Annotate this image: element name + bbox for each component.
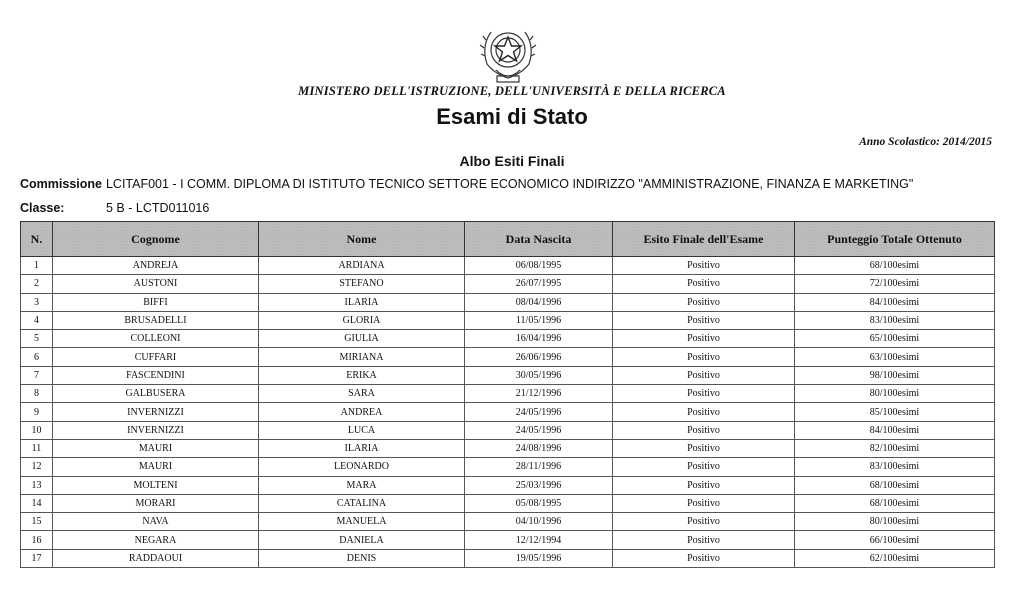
table-row [21, 421, 995, 439]
cell-nome: DANIELA [259, 531, 465, 549]
cell-cognome: NEGARA [53, 531, 259, 549]
commissione-label: Commissione [20, 177, 102, 191]
cell-data-nascita: 16/04/1996 [465, 330, 613, 348]
cell-cognome: BRUSADELLI [53, 311, 259, 329]
cell-cognome: MAURI [53, 439, 259, 457]
cell-cognome: BIFFI [53, 293, 259, 311]
classe-line [20, 201, 209, 215]
table-row [21, 293, 995, 311]
cell-punteggio: 66/100esimi [795, 531, 995, 549]
cell-esito: Positivo [613, 439, 795, 457]
cell-nome: MANUELA [259, 513, 465, 531]
cell-esito: Positivo [613, 348, 795, 366]
table-row [21, 531, 995, 549]
cell-nome: LEONARDO [259, 458, 465, 476]
column-header-punteggio: Punteggio Totale Ottenuto [795, 222, 995, 257]
cell-nome: CATALINA [259, 494, 465, 512]
cell-cognome: AUSTONI [53, 275, 259, 293]
cell-number: 11 [21, 439, 53, 457]
cell-esito: Positivo [613, 513, 795, 531]
cell-data-nascita: 26/06/1996 [465, 348, 613, 366]
cell-nome: MARA [259, 476, 465, 494]
italian-republic-emblem-icon [477, 20, 539, 86]
school-year: Anno Scolastico: 2014/2015 [859, 136, 992, 148]
table-row [21, 366, 995, 384]
cell-nome: ILARIA [259, 439, 465, 457]
cell-data-nascita: 25/03/1996 [465, 476, 613, 494]
page-subtitle: Albo Esiti Finali [459, 153, 565, 169]
cell-nome: MIRIANA [259, 348, 465, 366]
cell-nome: ERIKA [259, 366, 465, 384]
cell-data-nascita: 24/08/1996 [465, 439, 613, 457]
commissione-value: LCITAF001 - I COMM. DIPLOMA DI ISTITUTO TECNICO SETTORE ECONOMICO INDIRIZZO "AMMINISTRAZIONE, FINANZA E MARKETING" [105, 177, 914, 191]
cell-data-nascita: 24/05/1996 [465, 403, 613, 421]
cell-cognome: GALBUSERA [53, 385, 259, 403]
cell-cognome: INVERNIZZI [53, 403, 259, 421]
cell-punteggio: 98/100esimi [795, 366, 995, 384]
cell-punteggio: 68/100esimi [795, 476, 995, 494]
cell-esito: Positivo [613, 421, 795, 439]
cell-nome: ARDIANA [259, 257, 465, 275]
table-row [21, 330, 995, 348]
cell-data-nascita: 04/10/1996 [465, 513, 613, 531]
cell-esito: Positivo [613, 385, 795, 403]
cell-punteggio: 84/100esimi [795, 293, 995, 311]
results-table [20, 221, 995, 568]
cell-punteggio: 83/100esimi [795, 458, 995, 476]
cell-number: 6 [21, 348, 53, 366]
table-row [21, 311, 995, 329]
cell-nome: ILARIA [259, 293, 465, 311]
cell-punteggio: 65/100esimi [795, 330, 995, 348]
cell-esito: Positivo [613, 257, 795, 275]
cell-esito: Positivo [613, 366, 795, 384]
cell-nome: ANDREA [259, 403, 465, 421]
cell-punteggio: 68/100esimi [795, 494, 995, 512]
cell-punteggio: 83/100esimi [795, 311, 995, 329]
table-row [21, 513, 995, 531]
page-title: Esami di Stato [436, 104, 588, 129]
table-row [21, 403, 995, 421]
table-row [21, 257, 995, 275]
table-body [21, 257, 995, 568]
cell-cognome: MAURI [53, 458, 259, 476]
cell-number: 8 [21, 385, 53, 403]
cell-esito: Positivo [613, 293, 795, 311]
table-row [21, 549, 995, 567]
cell-punteggio: 80/100esimi [795, 513, 995, 531]
cell-cognome: NAVA [53, 513, 259, 531]
cell-cognome: ANDREJA [53, 257, 259, 275]
cell-esito: Positivo [613, 330, 795, 348]
table-header-row [21, 222, 995, 257]
table-row [21, 348, 995, 366]
cell-data-nascita: 28/11/1996 [465, 458, 613, 476]
table-row [21, 275, 995, 293]
table-row [21, 476, 995, 494]
table-row [21, 385, 995, 403]
column-header-cognome: Cognome [53, 222, 259, 257]
cell-number: 1 [21, 257, 53, 275]
cell-esito: Positivo [613, 311, 795, 329]
cell-nome: GLORIA [259, 311, 465, 329]
cell-cognome: FASCENDINI [53, 366, 259, 384]
table-row [21, 458, 995, 476]
cell-cognome: CUFFARI [53, 348, 259, 366]
cell-nome: LUCA [259, 421, 465, 439]
cell-cognome: COLLEONI [53, 330, 259, 348]
column-header-data-nascita: Data Nascita [465, 222, 613, 257]
cell-punteggio: 84/100esimi [795, 421, 995, 439]
table-row [21, 494, 995, 512]
cell-nome: SARA [259, 385, 465, 403]
cell-number: 14 [21, 494, 53, 512]
column-header-number: N. [21, 222, 53, 257]
cell-nome: DENIS [259, 549, 465, 567]
cell-data-nascita: 12/12/1994 [465, 531, 613, 549]
cell-number: 3 [21, 293, 53, 311]
cell-data-nascita: 06/08/1995 [465, 257, 613, 275]
cell-esito: Positivo [613, 494, 795, 512]
cell-cognome: INVERNIZZI [53, 421, 259, 439]
cell-number: 17 [21, 549, 53, 567]
column-header-nome: Nome [259, 222, 465, 257]
table-row [21, 439, 995, 457]
cell-number: 5 [21, 330, 53, 348]
cell-number: 12 [21, 458, 53, 476]
cell-number: 13 [21, 476, 53, 494]
cell-data-nascita: 08/04/1996 [465, 293, 613, 311]
cell-data-nascita: 05/08/1995 [465, 494, 613, 512]
cell-number: 15 [21, 513, 53, 531]
cell-data-nascita: 19/05/1996 [465, 549, 613, 567]
cell-punteggio: 82/100esimi [795, 439, 995, 457]
cell-punteggio: 63/100esimi [795, 348, 995, 366]
cell-esito: Positivo [613, 458, 795, 476]
cell-punteggio: 85/100esimi [795, 403, 995, 421]
cell-punteggio: 72/100esimi [795, 275, 995, 293]
cell-number: 2 [21, 275, 53, 293]
cell-cognome: MOLTENI [53, 476, 259, 494]
cell-number: 10 [21, 421, 53, 439]
cell-nome: STEFANO [259, 275, 465, 293]
column-header-esito: Esito Finale dell'Esame [613, 222, 795, 257]
cell-data-nascita: 21/12/1996 [465, 385, 613, 403]
cell-punteggio: 68/100esimi [795, 257, 995, 275]
cell-esito: Positivo [613, 476, 795, 494]
cell-cognome: MORARI [53, 494, 259, 512]
cell-esito: Positivo [613, 549, 795, 567]
cell-nome: GIULIA [259, 330, 465, 348]
commissione-line [20, 177, 913, 191]
cell-data-nascita: 11/05/1996 [465, 311, 613, 329]
classe-value: 5 B - LCTD011016 [106, 201, 210, 215]
cell-esito: Positivo [613, 403, 795, 421]
cell-data-nascita: 24/05/1996 [465, 421, 613, 439]
cell-punteggio: 62/100esimi [795, 549, 995, 567]
cell-punteggio: 80/100esimi [795, 385, 995, 403]
cell-esito: Positivo [613, 531, 795, 549]
cell-esito: Positivo [613, 275, 795, 293]
cell-number: 7 [21, 366, 53, 384]
ministry-heading: MINISTERO DELL'ISTRUZIONE, DELL'UNIVERSITÀ E DELLA RICERCA [298, 84, 726, 98]
cell-number: 4 [21, 311, 53, 329]
cell-data-nascita: 30/05/1996 [465, 366, 613, 384]
cell-number: 9 [21, 403, 53, 421]
cell-cognome: RADDAOUI [53, 549, 259, 567]
cell-data-nascita: 26/07/1995 [465, 275, 613, 293]
classe-label: Classe: [20, 201, 65, 215]
cell-number: 16 [21, 531, 53, 549]
